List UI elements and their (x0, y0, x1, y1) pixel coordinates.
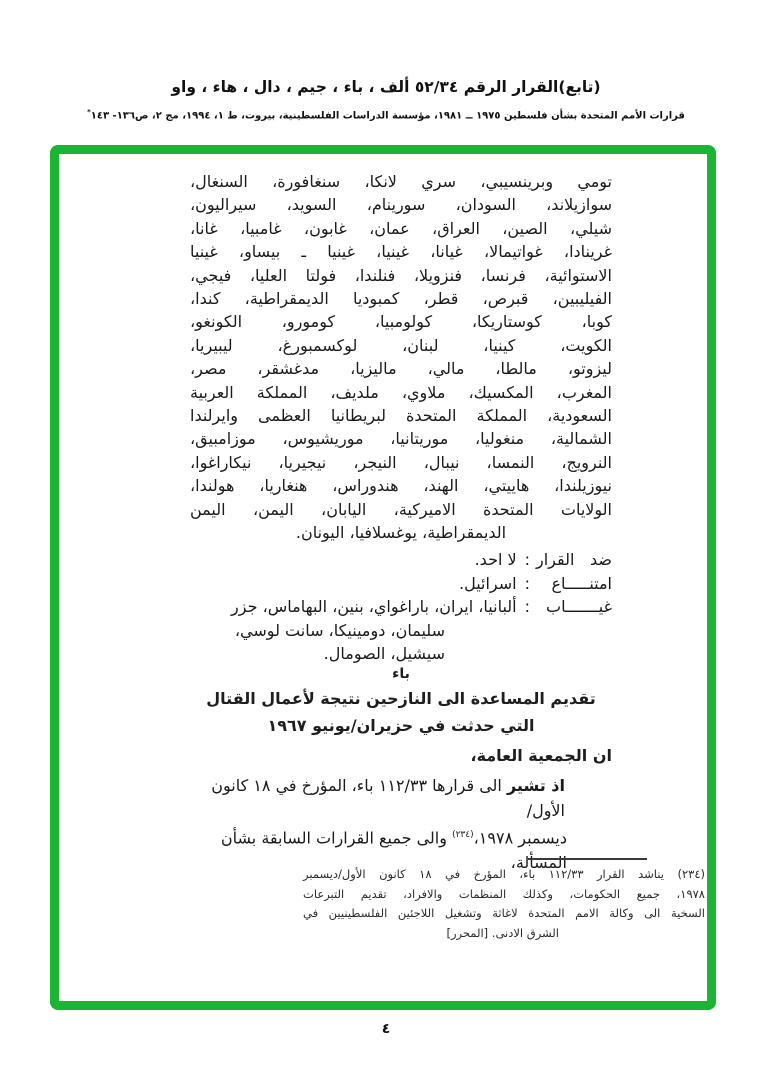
section-letter: باء (392, 666, 410, 682)
text-line: غرينادا، غواتيمالا، غيانا، غينيا، غينيا ـ بيساو، غينيا (190, 242, 612, 262)
clause-line (190, 774, 565, 823)
footnote-line: (٢٣٤) يناشد القرار ١١٢/٣٣ باء، المؤرخ في ١٨ كانون الأول/ديسمبر (303, 867, 705, 881)
footnote-separator (528, 858, 647, 860)
vote-label-against: ضد القرار (536, 550, 612, 569)
section-title-line2: التي حدثت في حزيران/يونيو ١٩٦٧ (267, 716, 535, 735)
vote-row-abstain (190, 572, 612, 596)
citation-footnote-mark: * (87, 108, 91, 116)
vote-label-absent: غيـــــــاب (546, 597, 612, 616)
section-title-line1: تقديم المساعدة الى النازحين نتيجة لأعمال القتال (206, 689, 596, 708)
text-line: كوبا، كوستاريكا، كولومبيا، كومورو، الكونغو، (190, 312, 612, 332)
vote-colon: : (524, 573, 530, 593)
vote-value-absent: ألبانيا، ايران، باراغواي، بنين، البهاماس، جزر (231, 597, 517, 616)
text-line: الولايات المتحدة الاميركية، اليابان، اليمن، اليمن (190, 499, 612, 519)
text-line: النرويج، النمسا، نيبال، النيجر، نيجيريا، نيكاراغوا، (190, 452, 612, 472)
footnote-line: ١٩٧٨، جميع الحكومات، وكذلك المنظمات والافراد، تقديم التبرعات (303, 886, 705, 901)
footnote-line: السخية الى وكالة الامم المتحدة لاغاثة وتشغيل اللاجئين الفلسطينيين في (303, 906, 705, 921)
text-line: الاستوائية، فرنسا، فنزويلا، فنلندا، فولتا العليا، فيجي، (190, 265, 612, 285)
text-line: الشمالية، منغوليا، موريتانيا، موريشيوس، موزامبيق، (190, 429, 612, 449)
vote-row-absent (190, 595, 612, 619)
highlight-frame (50, 145, 716, 1010)
preamble-clause (190, 774, 612, 875)
text-line: شيلي، الصين، العراق، عمان، غابون، غامبيا، غانا، (190, 218, 612, 238)
text-line: السعودية، المملكة المتحدة لبريطانيا العظمى وايرلندا (190, 406, 612, 426)
clause-date: ديسمبر ١٩٧٨، (473, 828, 567, 848)
clause-lead: اذ تشير (506, 776, 565, 795)
text-line: الكويت، كينيا، لبنان، لوكسمبورغ، ليبيريا، (190, 335, 612, 355)
vote-label-abstain: امتنـــــاع (551, 573, 612, 593)
in-favour-country-list (190, 170, 612, 545)
page-number: ٤ (381, 1021, 391, 1037)
text-line: ليزوتو، مالطا، مالي، ماليزيا، مدغشقر، مصر، (190, 359, 612, 379)
vote-absent-continuation: سليمان، دومينيكا، سانت لوسي، سيشيل، الصومال. (234, 620, 445, 663)
footnote-line: الشرق الادنى. [المحرر] (446, 925, 559, 940)
vote-record (190, 548, 612, 666)
resolution-continued-title: (تابع)القرار الرقم ٥٢/٣٤ ألف ، باء ، جيم ، دال ، هاء ، واو (171, 78, 601, 96)
text-line: سوازيلاند، السودان، سورينام، السويد، سيراليون، (190, 195, 612, 215)
clause-rest: والى جميع القرارات السابقة بشأن المسألة، (220, 828, 567, 872)
text-line: الفيليبين، قبرص، قطر، كمبوديا الديمقراطية، كندا، (190, 289, 612, 309)
source-citation-text: قرارات الأمم المتحدة بشأن فلسطين ١٩٧٥ ــ ١٩٨١، مؤسسة الدراسات الفلسطينية، بيروت، ط ١، ١٩٩٤، مج ٢، ص١٣٦- ١٤٣ (90, 110, 685, 122)
vote-value-abstain: اسرائيل. (459, 573, 517, 593)
source-citation (0, 108, 772, 121)
text-line: تومي وبرينسيبي، سري لانكا، سنغافورة، السنغال، (190, 172, 612, 191)
vote-value-against: لا احد. (474, 550, 517, 569)
footnote-block (303, 865, 705, 943)
text-line: نيوزيلندا، هاييتي، الهند، هندوراس، هنغاريا، هولندا، (190, 476, 612, 496)
vote-colon: : (524, 550, 530, 569)
clause-rest: الى قرارها ١١٢/٣٣ باء، المؤرخ في ١٨ كانون الأول/ (211, 776, 565, 820)
footnote-reference: (٢٣٤) (452, 830, 474, 840)
preamble-intro: ان الجمعية العامة، (470, 746, 612, 765)
vote-row-against (190, 548, 612, 572)
text-line: المغرب، المكسيك، ملاوي، ملديف، المملكة العربية (190, 382, 612, 402)
vote-colon: : (524, 597, 530, 616)
text-line: الديمقراطية، يوغسلافيا، اليونان. (295, 523, 507, 543)
